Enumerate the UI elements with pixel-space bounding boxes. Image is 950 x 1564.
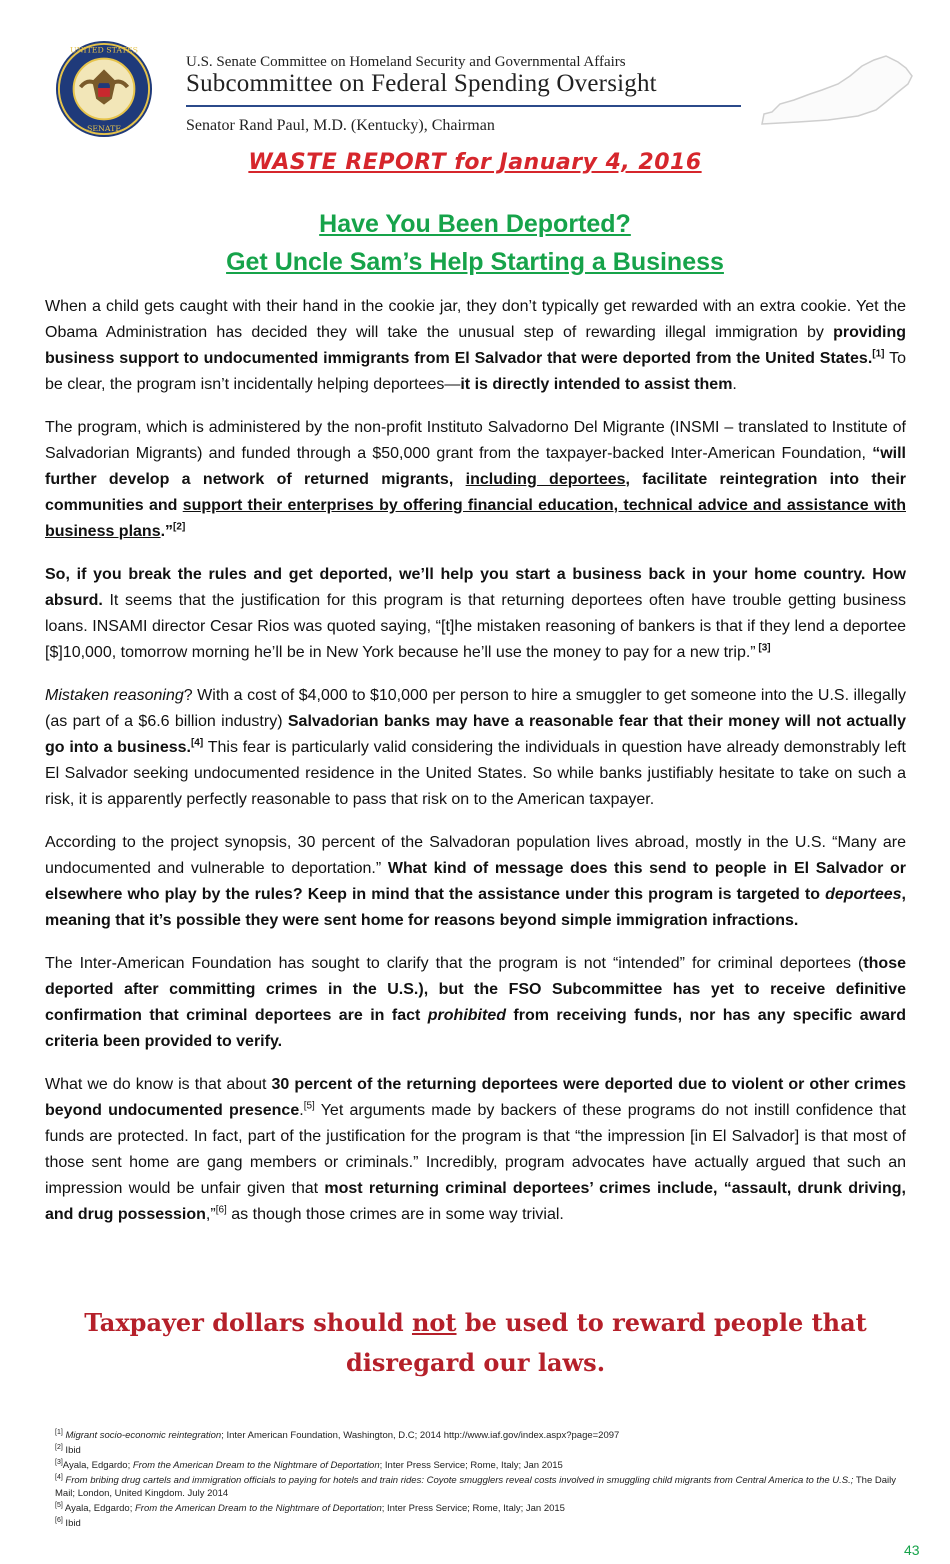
kentucky-map-icon: [758, 54, 916, 126]
paragraph-5: According to the project synopsis, 30 percent of the Salvadoran population lives abroad, mostly in the U.S. “Many are undocumented and vulnerable to deportation.” What kind of message does this send to people in El Salvador or elsewhere who play by the rules? Keep in mind that the assistance under this program is targeted to deportees, meaning that it’s possible they were sent home for reasons beyond simple immigration infractions.: [45, 834, 906, 929]
footnote-6: [6] Ibid: [55, 1516, 81, 1529]
senate-seal-icon: [55, 40, 153, 138]
footnote-ref-5[interactable]: [5]: [303, 1100, 315, 1112]
footnotes: [55, 1427, 900, 1530]
footnote-ref-2[interactable]: [2]: [173, 521, 186, 533]
subcommittee-name: Subcommittee on Federal Spending Oversight: [186, 70, 657, 97]
svg-text:UNITED STATES: UNITED STATES: [70, 45, 138, 55]
footnote-ref-3[interactable]: [3]: [755, 642, 771, 654]
paragraph-6: The Inter-American Foundation has sought to clarify that the program is not “intended” for criminal deportees (those deported after committing crimes in the U.S.), but the FSO Subcommittee has yet to receive definitive confirmation that criminal deportees are in fact prohibited from receiving funds, nor has any specific award criteria been provided to verify.: [45, 955, 907, 1050]
headline: [0, 205, 950, 281]
footnote-2: [2] Ibid: [55, 1444, 81, 1457]
headline-line-1: Have You Been Deported?: [319, 210, 631, 238]
committee-name: U.S. Senate Committee on Homeland Security and Governmental Affairs: [186, 54, 626, 70]
footnote-1: [1] Migrant socio-economic reintegration; Inter American Foundation, Washington, D.C; 2014 http://www.iaf.gov/index.aspx?page=2097: [55, 1429, 620, 1442]
footnote-ref-4[interactable]: [4]: [190, 737, 204, 749]
report-title: WASTE REPORT for January 4, 2016: [248, 150, 702, 175]
article-body: [45, 294, 906, 1245]
footnote-ref-1[interactable]: [1]: [872, 348, 885, 360]
paragraph-3: So, if you break the rules and get deported, we’ll help you start a business back in your home country. How absurd. It seems that the justification for this program is that returning deportees often have trouble getting business loans. INSAMI director Cesar Rios was quoted saying, “[t]he mistaken reasoning of bankers is that if they lend a deportee [$]10,000, tomorrow morning he’ll be in New York because he’ll use the money to pay for a new trip.” [3]: [45, 566, 906, 661]
paragraph-4: Mistaken reasoning? With a cost of $4,000 to $10,000 per person to hire a smuggler to get someone into the U.S. illegally (as part of a $6.6 billion industry) Salvadorian banks may have a reasonable fear that their money will not actually go into a business.[4] This fear is particularly valid considering the individuals in question have already demonstrably left El Salvador seeking undocumented residence in the United States. So while banks justifiably hesitate to take on such a risk, it is apparently perfectly reasonable to pass that risk on to the American taxpayer.: [45, 687, 907, 808]
page-number: 43: [904, 1542, 920, 1558]
closing-statement: Taxpayer dollars should not be used to reward people that disregard our laws.: [84, 1308, 867, 1377]
letterhead: [0, 0, 950, 150]
chairman-line: Senator Rand Paul, M.D. (Kentucky), Chairman: [186, 117, 495, 134]
headline-line-2: Get Uncle Sam’s Help Starting a Business: [226, 248, 724, 276]
footnote-3: [3]Ayala, Edgardo; From the American Dream to the Nightmare of Deportation; Inter Press Service; Rome, Italy; Jan 2015: [55, 1459, 563, 1472]
paragraph-1: When a child gets caught with their hand in the cookie jar, they don’t typically get rewarded with an extra cookie. Yet the Obama Administration has decided they will take the unusual step of rewarding illegal immigration by providing business support to undocumented immigrants from El Salvador that were deported from the United States.[1] To be clear, the program isn’t incidentally helping deportees—it is directly intended to assist them.: [45, 298, 906, 393]
svg-text:SENATE: SENATE: [86, 124, 122, 134]
paragraph-2: The program, which is administered by the non-profit Instituto Salvadorno Del Migrante (INSMI – translated to Institute of Salvadorian Migrants) and funded through a $50,000 grant from the taxpayer-backed Inter-American Foundation, “will further develop a network of returned migrants, including deportees, facilitate reintegration into their communities and support their enterprises by offering financial education, technical advice and assistance with business plans.”[2]: [45, 419, 907, 540]
footnote-ref-6[interactable]: [6]: [215, 1204, 227, 1216]
footnote-5: [5] Ayala, Edgardo; From the American Dream to the Nightmare of Deportation; Inter Press Service; Rome, Italy; Jan 2015: [55, 1501, 565, 1514]
paragraph-7: What we do know is that about 30 percent of the returning deportees were deported due to violent or other crimes beyond undocumented presence.[5] Yet arguments made by backers of these programs do not instill confidence that funds are protected. In fact, part of the justification for the program is that “the impression [in El Salvador] is that most of those sent home are gang members or criminals.” Incredibly, program advocates have actually argued that such an impression would be unfair given that most returning criminal deportees’ crimes include, “assault, drunk driving, and drug possession,”[6] as though those crimes are in some way trivial.: [45, 1076, 906, 1223]
footnote-4: [4] From bribing drug cartels and immigration officials to paying for hotels and train rides: Coyote smugglers reveal costs involved in smuggling child migrants from Central America to the U.S.; The Daily Mail; London, United Kingdom. July 2014: [55, 1474, 896, 1499]
header-divider: [186, 105, 741, 107]
